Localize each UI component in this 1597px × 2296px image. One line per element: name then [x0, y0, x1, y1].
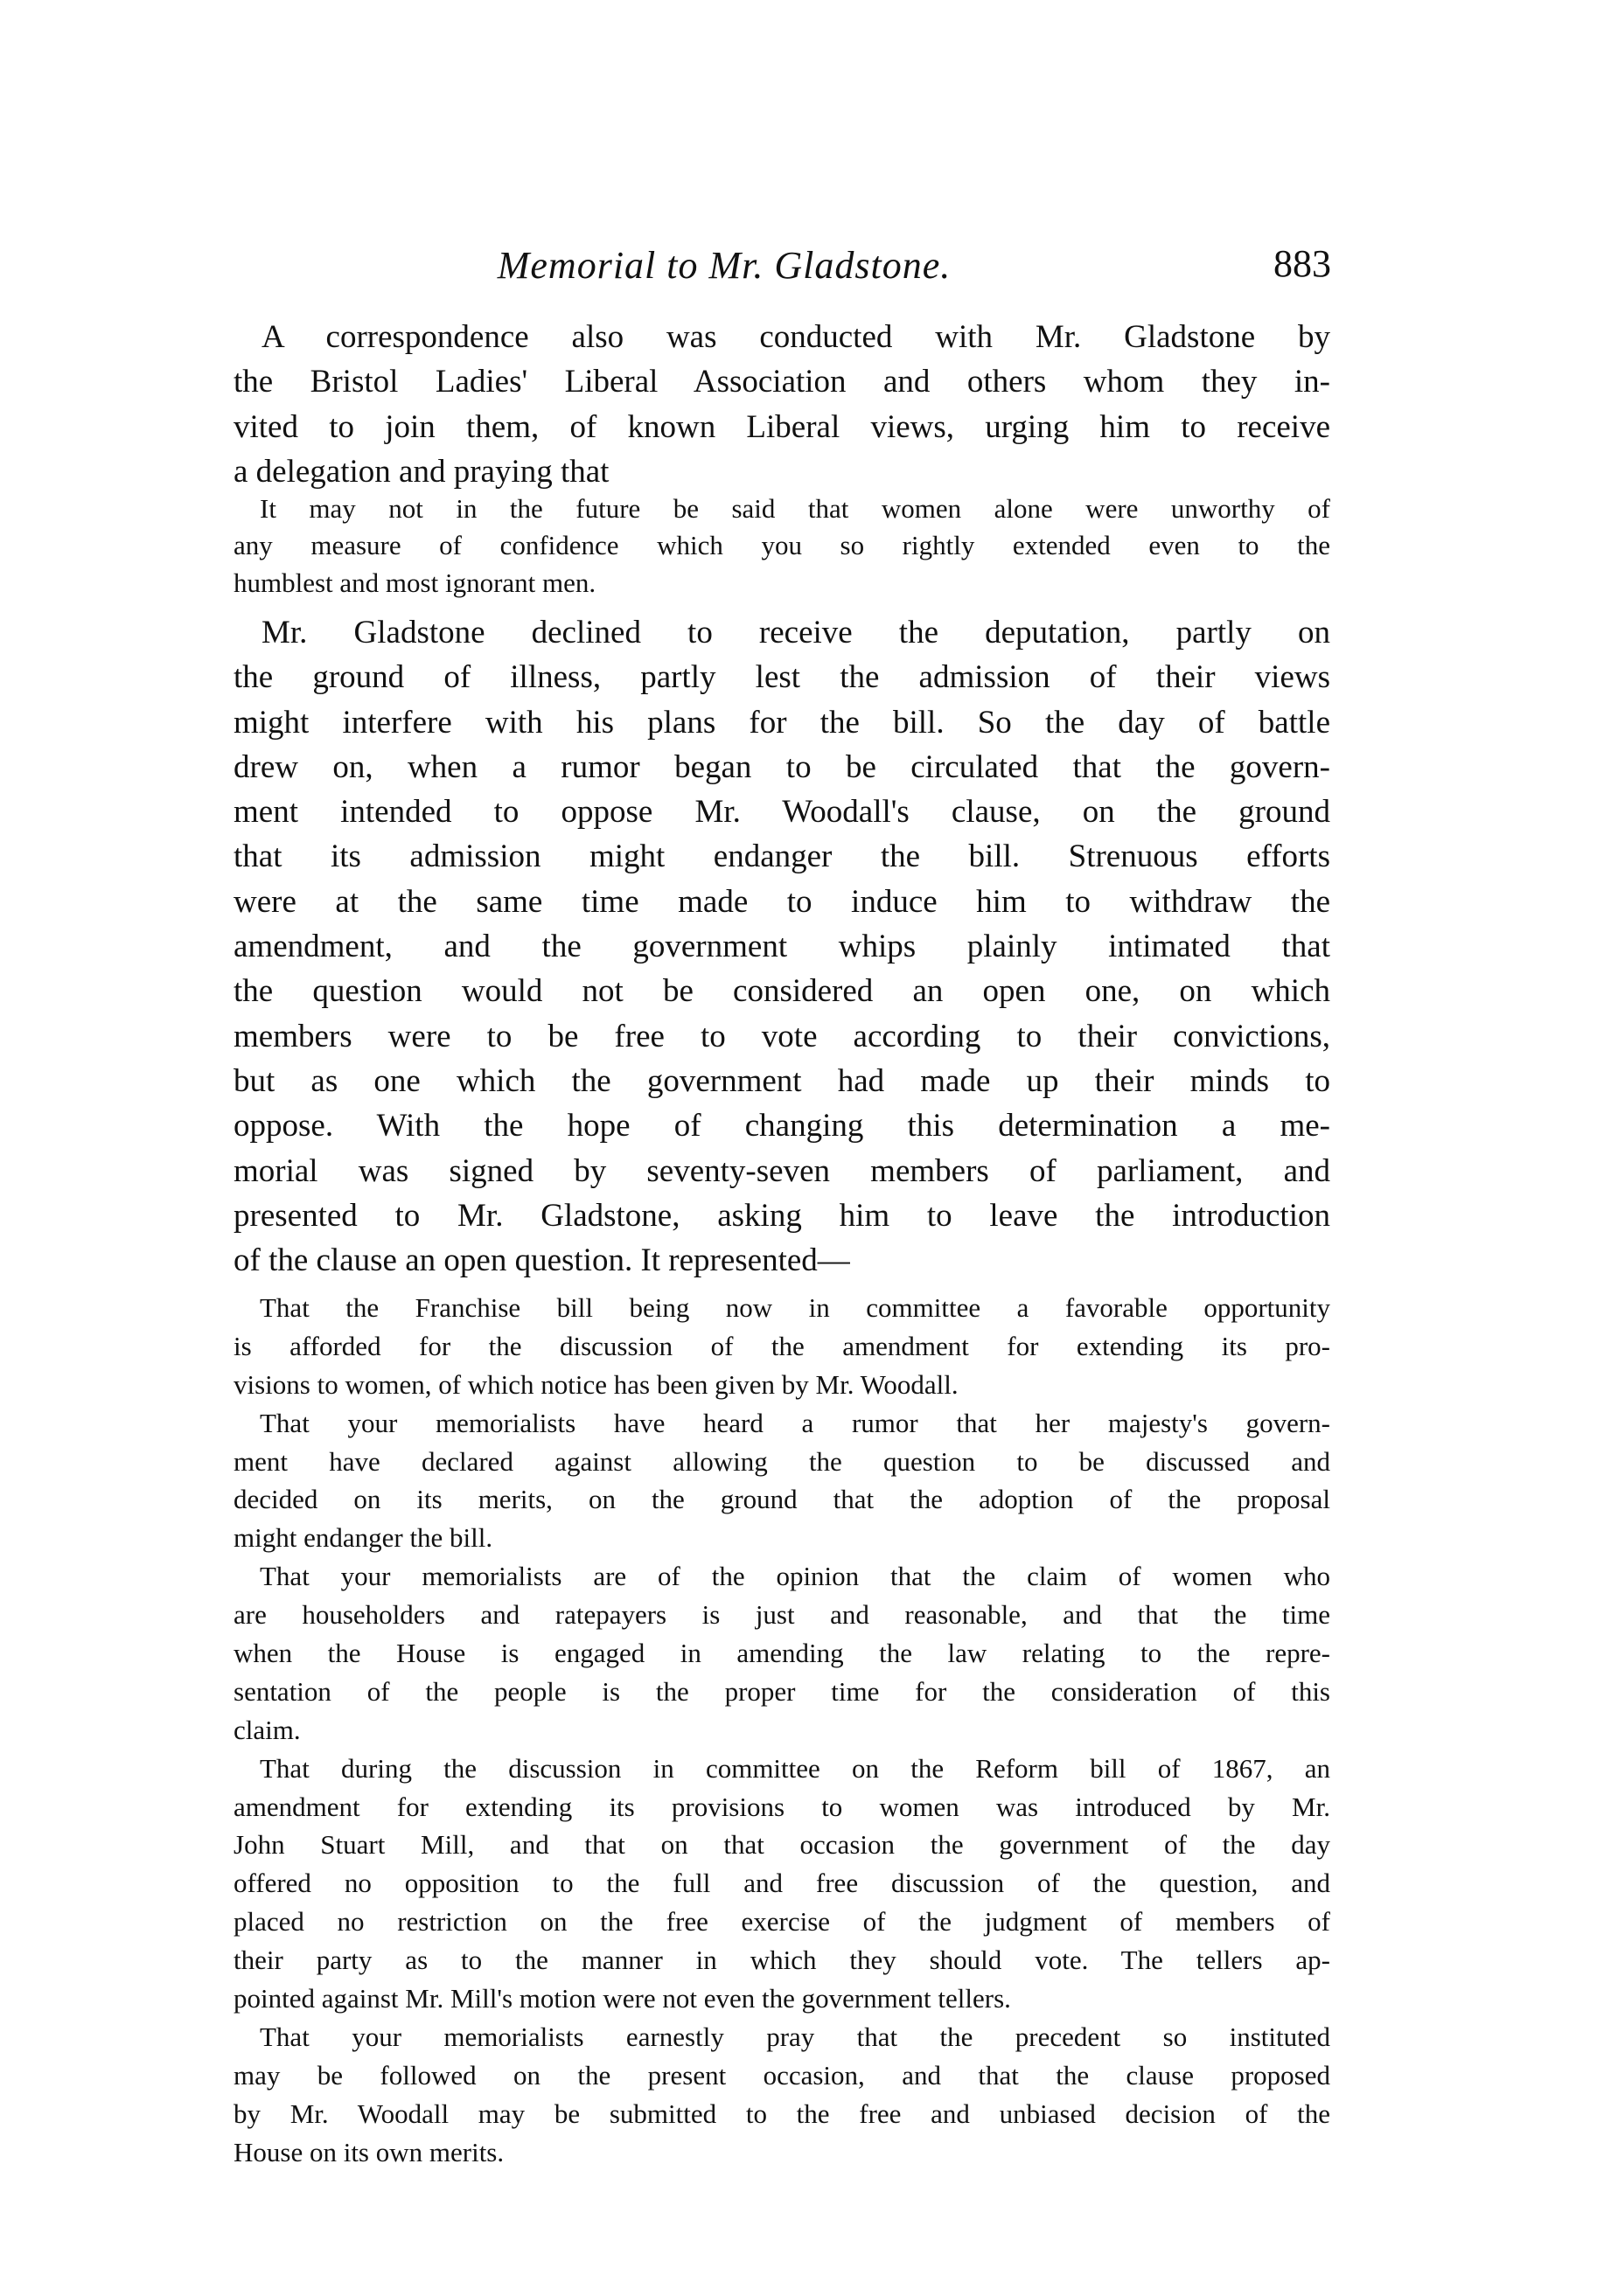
text-line: pointed against Mr. Mill's motion were not even the government tellers. — [234, 1983, 1011, 2014]
text-line: are householders and ratepayers is just and reasonable, and that the time — [234, 1599, 1330, 1631]
text-line: the question would not be considered an open one, on which — [234, 973, 1330, 1010]
paragraph — [234, 610, 1330, 1283]
text-line: That the Franchise bill being now in committee a favorable opportunity — [260, 1292, 1330, 1323]
block-quote — [234, 491, 1330, 602]
text-line: That your memorialists are of the opinion that the claim of women who — [260, 1561, 1330, 1592]
paragraph — [234, 1404, 1330, 1558]
text-line: It may not in the future be said that women alone were unworthy of — [260, 493, 1330, 524]
text-line: amendment for extending its provisions to women was introduced by Mr. — [234, 1791, 1330, 1822]
paragraph — [234, 491, 1330, 602]
text-line: were at the same time made to induce him to withdraw the — [234, 883, 1330, 920]
text-line: sentation of the people is the proper time for the consideration of this — [234, 1675, 1330, 1707]
running-title: Memorial to Mr. Gladstone. — [497, 244, 952, 287]
block-quote — [234, 1289, 1330, 2171]
text-line: morial was signed by seventy-seven members of parliament, and — [234, 1152, 1330, 1189]
text-line: but as one which the government had made up their minds to — [234, 1062, 1330, 1099]
text-line: vited to join them, of known Liberal views, urging him to receive — [234, 408, 1330, 445]
page-number: 883 — [1273, 242, 1331, 285]
text-line: claim. — [234, 1714, 301, 1745]
text-line: drew on, when a rumor began to be circulated that the govern- — [234, 748, 1330, 785]
text-line: might endanger the bill. — [234, 1522, 493, 1554]
text-line: That during the discussion in committee on the Reform bill of 1867, an — [260, 1752, 1330, 1784]
text-line: a delegation and praying that — [234, 453, 610, 490]
text-line: members were to be free to vote according to their convictions, — [234, 1018, 1330, 1054]
text-line: that its admission might endanger the bill. Strenuous efforts — [234, 838, 1330, 875]
text-line: House on its own merits. — [234, 2136, 505, 2167]
text-line: by Mr. Woodall may be submitted to the free and unbiased decision of the — [234, 2098, 1330, 2129]
body-text — [234, 610, 1330, 1283]
text-line: A correspondence also was conducted with Mr. Gladstone by — [262, 319, 1330, 355]
text-line: the ground of illness, partly lest the admission of their views — [234, 659, 1330, 696]
text-line: might interfere with his plans for the bill. So the day of battle — [234, 704, 1330, 741]
text-line: any measure of confidence which you so rightly extended even to the — [234, 530, 1330, 561]
text-line: Mr. Gladstone declined to receive the deputation, partly on — [262, 615, 1330, 651]
text-line: ment have declared against allowing the question to be discussed and — [234, 1445, 1330, 1477]
text-line: That your memorialists have heard a rumor that her majesty's govern- — [260, 1407, 1330, 1438]
text-line: That your memorialists earnestly pray that the precedent so instituted — [260, 2021, 1330, 2052]
text-line: John Stuart Mill, and that on that occasion the government of the day — [234, 1829, 1330, 1861]
text-line: their party as to the manner in which they should vote. The tellers ap- — [234, 1945, 1330, 1976]
text-line: is afforded for the discussion of the amendment for extending its pro- — [234, 1330, 1330, 1361]
text-line: visions to women, of which notice has been given by Mr. Woodall. — [234, 1368, 959, 1400]
text-line: humblest and most ignorant men. — [234, 567, 596, 598]
paragraph — [234, 1289, 1330, 1404]
text-line: the Bristol Ladies' Liberal Association and others whom they in- — [234, 364, 1330, 400]
body-text — [234, 315, 1330, 494]
text-line: presented to Mr. Gladstone, asking him to leave the introduction — [234, 1197, 1330, 1234]
paragraph — [234, 2018, 1330, 2172]
text-line: when the House is engaged in amending the law relating to the repre- — [234, 1638, 1330, 1669]
text-line: ment intended to oppose Mr. Woodall's clause, on the ground — [234, 794, 1330, 831]
text-line: of the clause an open question. It represented— — [234, 1242, 850, 1279]
paragraph — [234, 315, 1330, 494]
text-line: offered no opposition to the full and free discussion of the question, and — [234, 1868, 1330, 1899]
text-line: amendment, and the government whips plainly intimated that — [234, 929, 1330, 965]
paragraph — [234, 1750, 1330, 2018]
text-line: may be followed on the present occasion, and that the clause proposed — [234, 2059, 1330, 2091]
text-line: decided on its merits, on the ground that the adoption of the proposal — [234, 1484, 1330, 1515]
text-line: placed no restriction on the free exercise of the judgment of members of — [234, 1906, 1330, 1938]
text-line: oppose. With the hope of changing this determination a me- — [234, 1108, 1330, 1145]
paragraph — [234, 1557, 1330, 1749]
